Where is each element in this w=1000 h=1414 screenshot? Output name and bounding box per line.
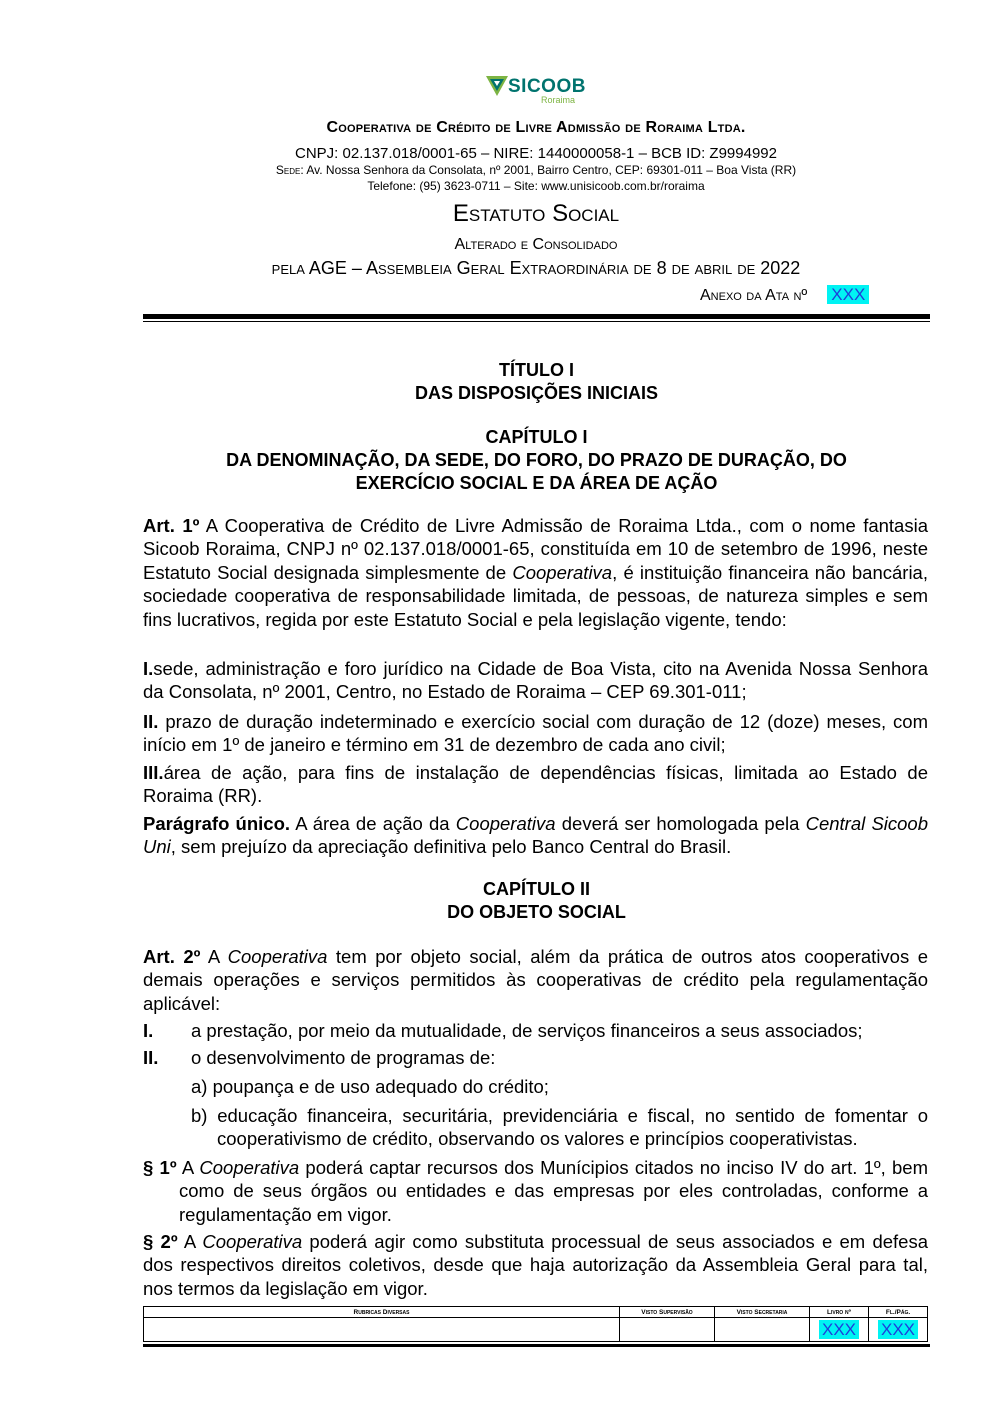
item-text: área de ação, para fins de instalação de dependências físicas, limitada ao Estado de Roraima (RR). — [143, 762, 928, 807]
livro-value: XXX — [819, 1320, 859, 1339]
rubricas-header: Rubricas Diversas — [144, 1307, 620, 1318]
item-label: III. — [143, 762, 164, 783]
article-2-subitem-a: a) poupança e de uso adequado do crédito; — [191, 1076, 549, 1097]
sede-address: Av. Nossa Senhora da Consolata, nº 2001, Bairro Centro, CEP: 69301-011 – Boa Vista (RR) — [303, 163, 797, 177]
paragraph-italic: Cooperativa — [199, 1157, 300, 1178]
article-2-text: A — [200, 946, 228, 967]
cnpj-line: CNPJ: 02.137.018/0001-65 – NIRE: 1440000058-1 – BCB ID: Z9994992 — [295, 145, 777, 162]
paragraph-text: A — [177, 1231, 203, 1252]
sicoob-triangle-icon — [486, 76, 508, 98]
sede-line — [0, 163, 1000, 177]
document-title: Estatuto Social — [452, 200, 620, 227]
chapter1-heading: CAPÍTULO I — [485, 427, 588, 447]
article-2-subitem-b: b) educação financeira, securitária, previdenciária e fiscal, no sentido de fomentar o cooperativismo de crédito, observando os valores e princípios cooperativistas. — [191, 1105, 928, 1150]
article-1-item-ii — [143, 710, 928, 757]
folha-value: XXX — [878, 1320, 918, 1339]
article-2-paragraph-1 — [143, 1156, 928, 1226]
article-2-paragraph-2 — [143, 1230, 928, 1300]
article-1-sole-paragraph — [143, 812, 928, 859]
paragraph-text: deverá ser homologada pela — [555, 813, 806, 834]
chapter1-title-line1: DA DENOMINAÇÃO, DA SEDE, DO FORO, DO PRAZO DE DURAÇÃO, DO — [226, 450, 847, 470]
item-label: I. — [143, 658, 154, 679]
article-2-item-i: a prestação, por meio da mutualidade, de serviços financeiros a seus associados; — [191, 1020, 863, 1041]
annex-label: Anexo da Ata nº — [700, 287, 808, 304]
paragraph-label: § 1º — [143, 1157, 177, 1178]
chapter1-title-line2: EXERCÍCIO SOCIAL E DA ÁREA DE AÇÃO — [355, 473, 718, 493]
article-2-italic: Cooperativa — [227, 946, 328, 967]
chapter2-heading: CAPÍTULO II — [483, 879, 590, 899]
visto-supervisao-field[interactable] — [620, 1318, 715, 1342]
phone-line: Telefone: (95) 3623-0711 – Site: www.unisicoob.com.br/roraima — [367, 179, 705, 193]
article-2-item-i-label — [143, 1019, 153, 1042]
annex-line — [700, 285, 869, 305]
livro-header: Livro nº — [810, 1307, 869, 1318]
cooperative-name: Cooperativa de Crédito de Livre Admissão de Roraima Ltda. — [326, 119, 746, 136]
article-2 — [143, 945, 928, 1015]
paragraph-text: poderá captar recursos dos Munícipios citados no inciso IV do art. 1º, bem como de seus órgãos ou entidades e das empresas por eles controladas, conforme a regulamentação em vigor. — [179, 1157, 929, 1225]
annex-number-field[interactable]: XXX — [827, 285, 869, 304]
article-1-text-cont: , é instituição financeira não bancária, sociedade cooperativa de responsabilidade limitada, de pessoas, de natureza simples e sem fins lucrativos, regida por este Estatuto Social e pela legislação vigente, tendo: — [143, 561, 928, 630]
paragraph-text: , sem prejuízo da apreciação definitiva pelo Banco Central do Brasil. — [170, 836, 732, 858]
article-1 — [143, 514, 928, 631]
visto-secretaria-header: Visto Secretaria — [715, 1307, 810, 1318]
header-rule-thick — [143, 314, 930, 319]
footer-rubric-table — [143, 1306, 928, 1342]
folha-field[interactable] — [869, 1318, 928, 1342]
paragraph-text: poderá agir como substituta processual de seus associados e em defesa dos respectivos direitos coletivos, desde que haja autorização da Assembleia Geral para tal, nos termos da legislação em vigor. — [143, 1231, 929, 1299]
article-1-italic: Cooperativa — [512, 561, 613, 583]
article-2-item-ii-label — [143, 1046, 158, 1069]
folha-header: Fl./Pág. — [869, 1307, 928, 1318]
item-label: II. — [143, 711, 159, 732]
paragraph-italic: Cooperativa — [455, 813, 556, 834]
header-rule-thin — [143, 321, 930, 322]
rubricas-field[interactable] — [144, 1318, 620, 1342]
item-label: II. — [143, 1047, 159, 1068]
paragraph-label: § 2º — [143, 1231, 178, 1252]
paragraph-italic: Central Sicoob Uni — [143, 813, 929, 858]
article-1-item-iii — [143, 761, 928, 808]
article-1-label: Art. 1º — [143, 515, 200, 536]
article-2-label: Art. 2º — [143, 946, 201, 967]
title-subheading: DAS DISPOSIÇÕES INICIAIS — [414, 383, 659, 403]
logo-subtitle: Roraima — [541, 95, 576, 105]
item-text: sede, administração e foro jurídico na Cidade de Boa Vista, cito na Avenida Nossa Senhora da Consolata, nº 2001, Centro, no Estado de Roraima – CEP 69.301-011; — [143, 658, 928, 703]
livro-field[interactable] — [810, 1318, 869, 1342]
article-2-text-cont: tem por objeto social, além da prática de outros atos cooperativos e demais operações e serviços permitidos às cooperativas de crédito pela regulamentação aplicável: — [143, 946, 928, 1014]
logo-name: SICOOB — [508, 76, 586, 97]
title-heading: TÍTULO I — [499, 360, 574, 380]
article-1-item-i — [143, 657, 928, 704]
visto-secretaria-field[interactable] — [715, 1318, 810, 1342]
paragraph-label: Parágrafo único. — [143, 813, 291, 834]
footer-rule — [143, 1344, 930, 1347]
item-label: I. — [143, 1020, 154, 1041]
age-line: pela AGE – Assembleia Geral Extraordinária de 8 de abril de 2022 — [271, 258, 801, 278]
paragraph-italic: Cooperativa — [202, 1231, 303, 1252]
sede-label: Sede: — [275, 163, 304, 177]
article-1-text: A Cooperativa de Crédito de Livre Admissão de Roraima Ltda., com o nome fantasia Sicoob Roraima, CNPJ nº 02.137.018/0001-65, constituída em 10 de setembro de 1996, neste Estatuto Social designada simplesmente de — [143, 515, 928, 583]
chapter2-title: DO OBJETO SOCIAL — [447, 902, 626, 922]
article-2-item-ii: o desenvolvimento de programas de: — [191, 1047, 496, 1068]
paragraph-text: A — [176, 1157, 200, 1178]
altered-subtitle: Alterado e Consolidado — [454, 236, 618, 253]
sicoob-logo — [484, 74, 584, 106]
visto-supervisao-header: Visto Supervisão — [620, 1307, 715, 1318]
paragraph-text: A área de ação da — [290, 813, 456, 834]
item-text: prazo de duração indeterminado e exercício social com duração de 12 (doze) meses, com início em 1º de janeiro e término em 31 de dezembro de cada ano civil; — [143, 711, 928, 756]
